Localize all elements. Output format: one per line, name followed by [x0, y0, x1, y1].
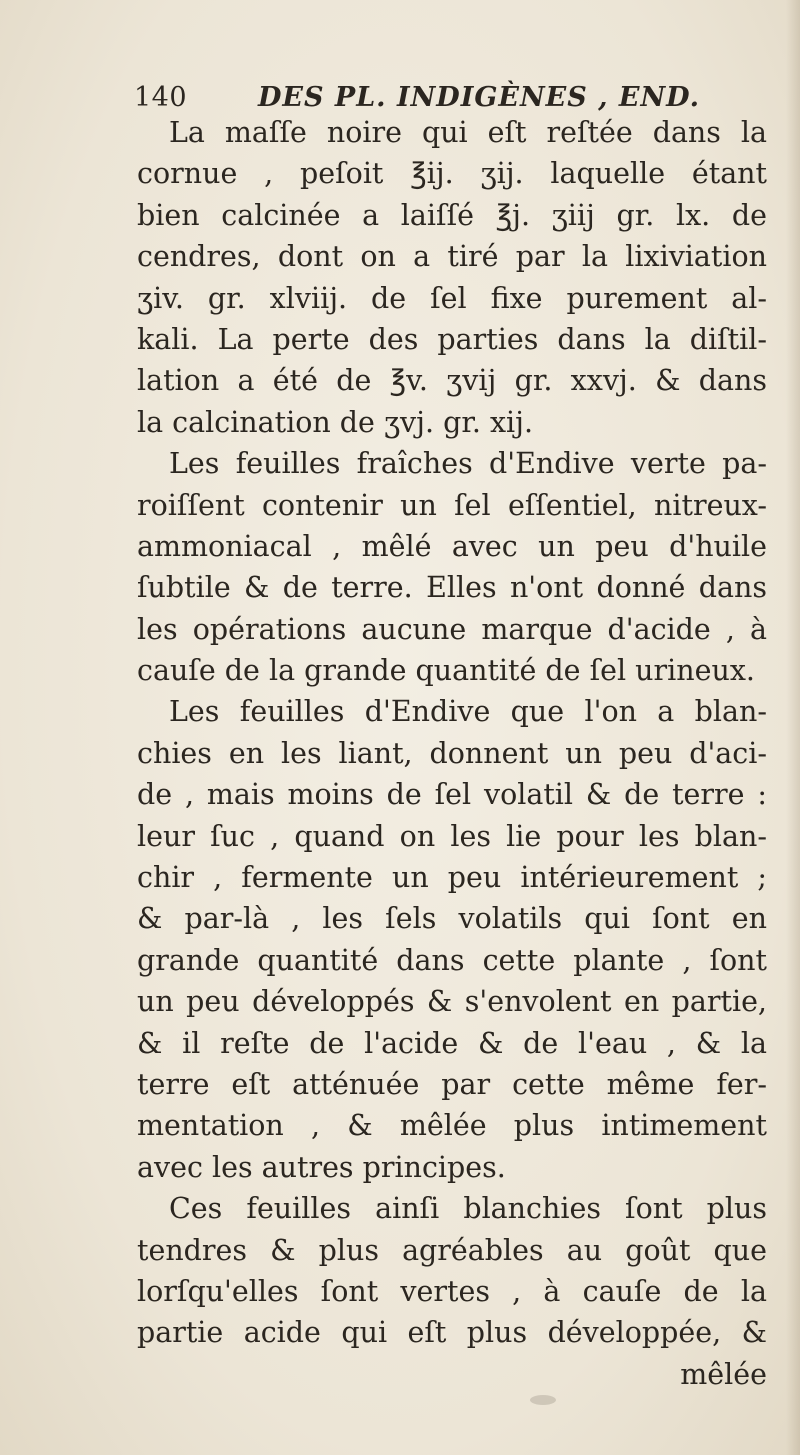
text-line: roiſſent contenir un ſel eſſentiel, nitreux-: [137, 488, 767, 522]
text-line: lorſqu'elles ſont vertes , à cauſe de la: [137, 1274, 767, 1308]
text-line: les opérations aucune marque d'acide , à: [137, 612, 767, 646]
text-line: lation a été de ℥v. ʒvij gr. xxvj. & dans: [137, 364, 767, 398]
text-line: ammoniacal , mêlé avec un peu d'huile: [137, 529, 767, 563]
text-line: de , mais moins de ſel volatil & de terre :: [137, 778, 767, 812]
text-line: mentation , & mêlée plus intimement: [137, 1109, 767, 1143]
text-line: tendres & plus agréables au goût que: [137, 1233, 767, 1267]
text-line: & par-là , les ſels volatils qui ſont en: [137, 902, 767, 936]
ink-smudge: [530, 1395, 556, 1405]
text-line: chir , fermente un peu intérieurement ;: [137, 861, 767, 895]
page-number: 140: [134, 82, 188, 113]
text-line: la calcination de ʒvj. gr. xij.: [137, 405, 534, 439]
text-line: Les feuilles d'Endive que l'on a blan-: [169, 695, 767, 729]
text-line: partie acide qui eſt plus développée, &: [137, 1316, 767, 1350]
text-line: Ces feuilles ainſi blanchies ſont plus: [169, 1192, 767, 1226]
text-line: cauſe de la grande quantité de ſel urineux.: [137, 654, 755, 688]
running-title: DES PL. INDIGÈNES , END.: [258, 82, 701, 113]
text-line: La maſſe noire qui eſt reſtée dans la: [169, 116, 767, 149]
text-line: un peu développés & s'envolent en partie,: [137, 985, 767, 1019]
text-line: bien calcinée a laiſſé ℥j. ʒiij gr. lx. de: [137, 198, 767, 232]
text-line: mêlée: [680, 1357, 767, 1391]
text-line: cendres, dont on a tiré par la lixiviation: [137, 240, 767, 274]
page-edge-shadow: [786, 0, 800, 1455]
text-line: & il reſte de l'acide & de l'eau , & la: [137, 1026, 767, 1060]
text-line: avec les autres principes.: [137, 1150, 506, 1184]
text-line: cornue , peſoit ℥ij. ʒij. laquelle étant: [137, 157, 767, 191]
text-line: Les feuilles fraîches d'Endive verte pa-: [169, 447, 767, 481]
text-line: chies en les liant, donnent un peu d'aci-: [137, 736, 767, 770]
body-text: [137, 112, 767, 1395]
text-line: kali. La perte des parties dans la diſtil-: [137, 322, 767, 356]
text-line: grande quantité dans cette plante , ſont: [137, 943, 767, 977]
text-line: leur ſuc , quand on les lie pour les blan-: [137, 819, 767, 853]
text-line: ʒiv. gr. xlviij. de ſel fixe purement al-: [137, 281, 767, 315]
text-line: ſubtile & de terre. Elles n'ont donné dans: [137, 571, 767, 605]
text-line: terre eſt atténuée par cette même fer-: [137, 1067, 767, 1101]
